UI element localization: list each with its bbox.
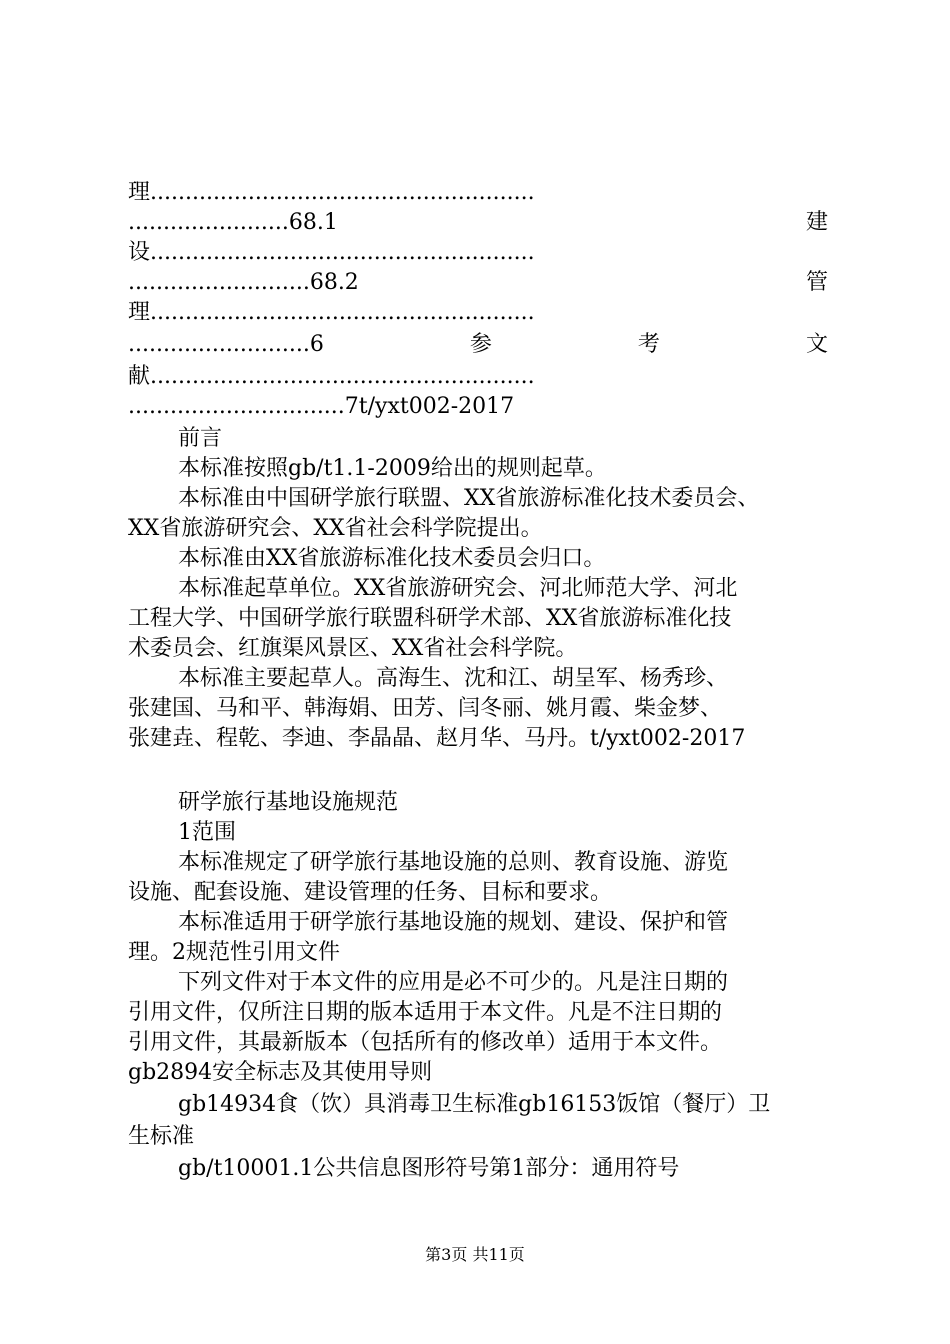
paragraph-line: XX省旅游研究会、XX省社会科学院提出。 — [128, 516, 543, 541]
paragraph-line: 张建垚、程乾、李迪、李晶晶、赵月华、马丹。t/yxt002-2017 — [128, 726, 746, 751]
toc-text: 建 — [805, 210, 828, 235]
paragraph-line: 本标准主要起草人。高海生、沈和江、胡呈军、杨秀珍、 — [178, 666, 729, 691]
paragraph-line: 张建国、马和平、韩海娟、田芳、闫冬丽、姚月霞、柴金梦、 — [128, 696, 723, 721]
paragraph-line: 术委员会、红旗渠风景区、XX省社会科学院。 — [128, 636, 578, 661]
toc-line: 理....................................................... — [128, 300, 535, 325]
paragraph-line: 本标准起草单位。XX省旅游研究会、河北师范大学、河北 — [178, 576, 738, 601]
reference-line: gb2894安全标志及其使用导则 — [128, 1060, 433, 1085]
paragraph-line: 引用文件，其最新版本（包括所有的修改单）适用于本文件。 — [128, 1030, 723, 1055]
toc-text: 参 — [469, 332, 492, 357]
toc-line: 设....................................................... — [128, 240, 535, 265]
reference-line: gb14934食（饮）具消毒卫生标准gb16153饭馆（餐厅）卫 — [178, 1092, 771, 1117]
paragraph-line: 下列文件对于本文件的应用是必不可少的。凡是注日期的 — [178, 970, 729, 995]
reference-line: gb/t10001.1公共信息图形符号第1部分：通用符号 — [178, 1156, 680, 1181]
toc-line — [128, 208, 828, 238]
toc-line: 理....................................................... — [128, 180, 535, 205]
paragraph-line: 本标准按照gb/t1.1-2009给出的规则起草。 — [178, 456, 607, 481]
paragraph-line: 本标准适用于研学旅行基地设施的规划、建设、保护和管 — [178, 910, 729, 935]
toc-leader: ..........................68.2 — [128, 270, 359, 295]
toc-leader: .......................68.1 — [128, 210, 338, 235]
section-heading: 前言 — [178, 426, 223, 451]
toc-line — [128, 268, 828, 298]
paragraph-line: 理。2规范性引用文件 — [128, 940, 340, 965]
page-number: 第3页 共11页 — [425, 1245, 525, 1264]
toc-text: 考 — [637, 332, 660, 357]
reference-line: 生标准 — [128, 1124, 195, 1149]
paragraph-line: 本标准由中国研学旅行联盟、XX省旅游标准化技术委员会、 — [178, 486, 760, 511]
document-title: 研学旅行基地设施规范 — [178, 790, 399, 815]
paragraph-line: 工程大学、中国研学旅行联盟科研学术部、XX省旅游标准化技 — [128, 606, 732, 631]
paragraph-line: 本标准规定了研学旅行基地设施的总则、教育设施、游览 — [178, 850, 729, 875]
toc-line — [128, 330, 828, 360]
toc-leader: ..........................6 — [128, 332, 324, 357]
toc-line: ...............................7t/yxt002-2017 — [128, 394, 515, 419]
toc-text: 管 — [805, 270, 828, 295]
paragraph-line: 设施、配套设施、建设管理的任务、目标和要求。 — [128, 880, 613, 905]
toc-line: 献....................................................... — [128, 364, 535, 389]
section-heading: 1范围 — [178, 820, 236, 845]
paragraph-line: 本标准由XX省旅游标准化技术委员会归口。 — [178, 546, 606, 571]
paragraph-line: 引用文件，仅所注日期的版本适用于本文件。凡是不注日期的 — [128, 1000, 723, 1025]
toc-text: 文 — [805, 332, 828, 357]
